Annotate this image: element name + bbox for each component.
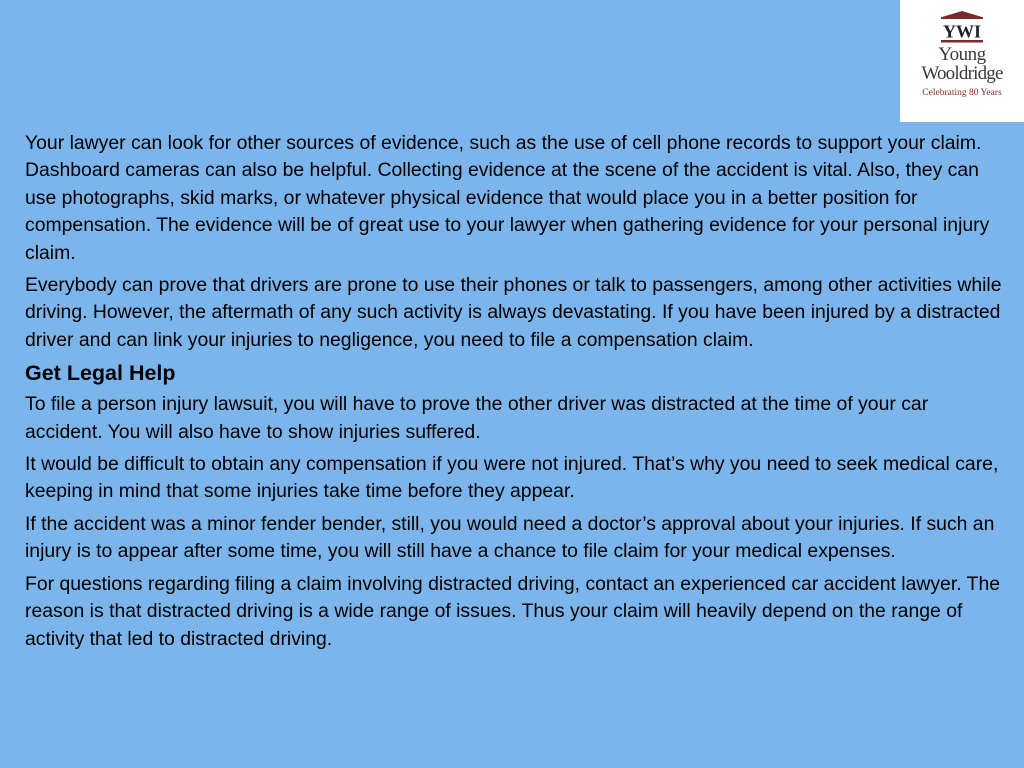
company-logo <box>900 0 1024 122</box>
paragraph-distracted-drivers: Everybody can prove that drivers are prone to use their phones or talk to passengers, among other activities while driving. However, the aftermath of any such activity is always devastating. If you have been injured by a distracted driver and can link your injuries to negligence, you need to file a compensation claim. <box>25 274 1002 351</box>
article-body <box>25 130 1003 658</box>
section-heading-get-legal-help: Get Legal Help <box>25 361 176 386</box>
paragraph-fender-bender: If the accident was a minor fender bender, still, you would need a doctor’s approval about your injuries. If such an injury is to appear after some time, you will still have a chance to file claim for your medical expenses. <box>25 512 995 563</box>
logo-mark-text: YWI <box>942 21 982 42</box>
logo-name-line2: Wooldridge <box>921 63 1003 84</box>
paragraph-medical-care: It would be difficult to obtain any compensation if you were not injured. That’s why you need to seek medical care, keeping in mind that some injuries take time before they appear. <box>25 453 999 503</box>
paragraph-evidence-sources: Your lawyer can look for other sources of evidence, such as the use of cell phone records to support your claim. Dashboard cameras can also be helpful. Collecting evidence at the scene of the accident is vital. Also, they can use photographs, skid marks, or whatever physical evidence that would place you in a better position for compensation. The evidence will be of great use to your lawyer when gathering evidence for your personal injury claim. <box>25 132 990 264</box>
building-logo-icon <box>938 10 986 44</box>
logo-name-line1: Young <box>938 44 986 65</box>
paragraph-contact-lawyer: For questions regarding filing a claim involving distracted driving, contact an experienced car accident lawyer. The reason is that distracted driving is a wide range of issues. Thus your claim will heavily depend on the range of activity that led to distracted driving. <box>25 572 1001 650</box>
logo-tagline: Celebrating 80 Years <box>922 88 1002 98</box>
paragraph-prove-distraction: To file a person injury lawsuit, you will have to prove the other driver was distracted at the time of your car accident. You will also have to show injuries suffered. <box>25 393 929 443</box>
